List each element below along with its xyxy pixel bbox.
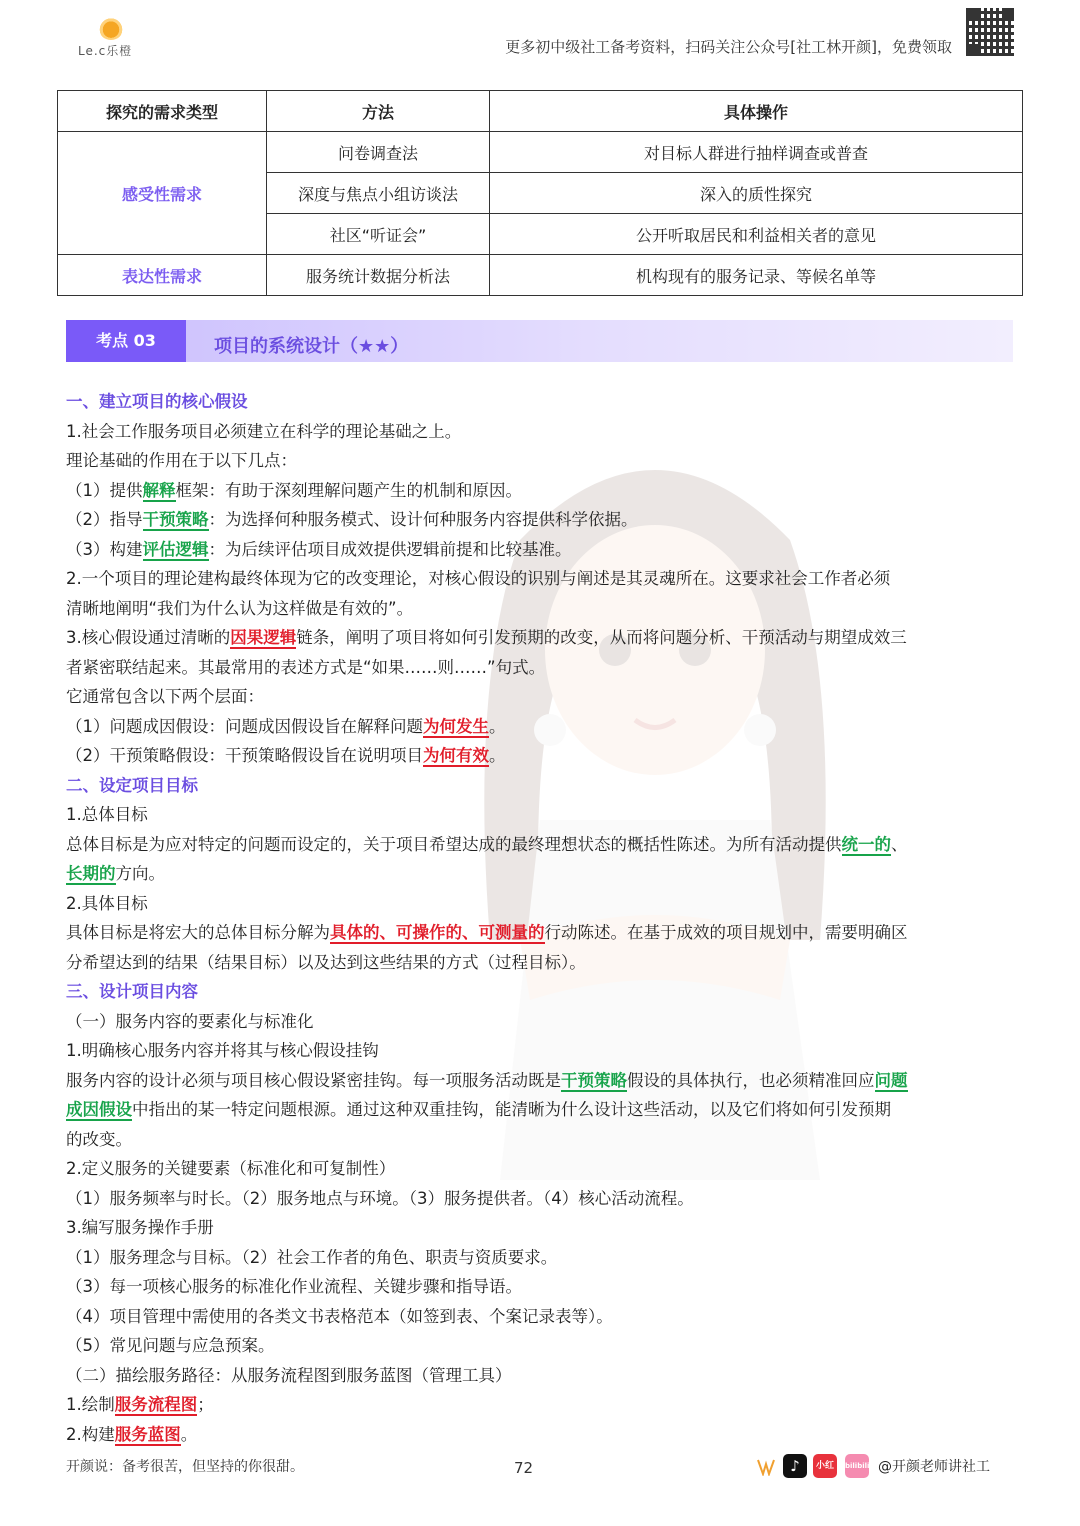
subheading: 2.具体目标 — [66, 894, 148, 913]
list-item: （1）提供解释框架：有助于深刻理解问题产生的机制和原因。 — [66, 481, 522, 500]
keyword-highlight: 为何发生 — [423, 717, 489, 736]
table-row — [58, 132, 1023, 173]
author-handle: @开颜老师讲社工 — [878, 1459, 990, 1475]
keyword-highlight: 干预策略 — [142, 510, 209, 529]
xiaohongshu-icon[interactable]: 小红书 — [813, 1454, 837, 1478]
list-item: 2.构建服务蓝图。 — [66, 1425, 198, 1444]
heading-project-goals: 二、设定项目目标 — [66, 776, 198, 795]
paragraph: 的改变。 — [66, 1130, 132, 1149]
method-cell: 深度与焦点小组访谈法 — [267, 173, 490, 214]
keyword-highlight: 具体的、可操作的、可测量的 — [330, 923, 545, 942]
category-cell: 表达性需求 — [58, 255, 267, 296]
lecheng-logo — [78, 14, 148, 58]
paragraph: 成因假设中指出的某一特定问题根源。通过这种双重挂钩，能清晰为什么设计这些活动，以及它们将如何引发预期 — [66, 1100, 891, 1119]
keyword-highlight: 因果逻辑 — [230, 628, 297, 647]
tiktok-icon[interactable]: ♪ — [783, 1454, 807, 1478]
bilibili-icon[interactable]: bilibili — [845, 1454, 869, 1478]
list-item: （2）指导干预策略：为选择何种服务模式、设计何种服务内容提供科学依据。 — [66, 510, 638, 529]
keyword-highlight: 长期的 — [66, 864, 116, 883]
subheading: 2.定义服务的关键要素（标准化和可复制性） — [66, 1159, 396, 1178]
operation-cell: 深入的质性探究 — [490, 173, 1023, 214]
paragraph: 具体目标是将宏大的总体目标分解为具体的、可操作的、可测量的行动陈述。在基于成效的项目规划中，需要明确区 — [66, 923, 908, 942]
list-item: （1）服务理念与目标。（2）社会工作者的角色、职责与资质要求。 — [66, 1248, 558, 1267]
paragraph: 服务内容的设计必须与项目核心假设紧密挂钩。每一项服务活动既是干预策略假设的具体执行，也必须精准回应问题 — [66, 1071, 908, 1090]
paragraph: 3.核心假设通过清晰的因果逻辑链条，阐明了项目将如何引发预期的改变，从而将问题分析、干预活动与期望成效三 — [66, 628, 907, 647]
subheading: 1.明确核心服务内容并将其与核心假设挂钩 — [66, 1041, 379, 1060]
page-number: 72 — [514, 1459, 534, 1477]
paragraph: 总体目标是为应对特定的问题而设定的，关于项目希望达成的最终理想状态的概括性陈述。为所有活动提供统一的、 — [66, 835, 908, 854]
method-cell: 服务统计数据分析法 — [267, 255, 490, 296]
operation-cell: 机构现有的服务记录、等候名单等 — [490, 255, 1023, 296]
keyword-highlight: 服务蓝图 — [114, 1425, 181, 1444]
keyword-highlight: 评估逻辑 — [142, 540, 209, 559]
keyword-highlight: 解释 — [142, 481, 176, 500]
paragraph: 理论基础的作用在于以下几点： — [66, 451, 297, 470]
column-header: 探究的需求类型 — [58, 91, 267, 132]
operation-cell: 公开听取居民和利益相关者的意见 — [490, 214, 1023, 255]
needs-method-table — [57, 90, 1023, 296]
subheading: 3.编写服务操作手册 — [66, 1218, 214, 1237]
section-banner — [66, 320, 1013, 362]
paragraph: 它通常包含以下两个层面： — [66, 687, 264, 706]
logo-text: Le.c乐橙 — [78, 44, 133, 58]
keyword-highlight: 问题 — [874, 1071, 908, 1090]
list-item: （3）构建评估逻辑：为后续评估项目成效提供逻辑前提和比较基准。 — [66, 540, 572, 559]
keyword-highlight: 统一的 — [841, 835, 891, 854]
method-cell: 问卷调查法 — [267, 132, 490, 173]
header-note: 更多初中级社工备考资料，扫码关注公众号[社工林开颜]，免费领取 — [505, 38, 952, 56]
wechat-icon[interactable] — [756, 1458, 776, 1476]
table-header-row — [58, 91, 1023, 132]
qr-code-icon[interactable] — [966, 8, 1014, 56]
subheading: （二）描绘服务路径：从服务流程图到服务蓝图（管理工具） — [66, 1366, 512, 1385]
column-header: 具体操作 — [490, 91, 1023, 132]
paragraph: 2.一个项目的理论建构最终体现为它的改变理论，对核心假设的识别与阐述是其灵魂所在。这要求社会工作者必须 — [66, 569, 891, 588]
section-title: 项目的系统设计（★★） — [214, 336, 409, 357]
table-row — [58, 255, 1023, 296]
sun-logo-icon — [98, 14, 124, 40]
list-item: （5）常见问题与应急预案。 — [66, 1336, 275, 1355]
list-item: （3）每一项核心服务的标准化作业流程、关键步骤和指导语。 — [66, 1277, 522, 1296]
subheading: 1.总体目标 — [66, 805, 148, 824]
method-cell: 社区“听证会” — [267, 214, 490, 255]
paragraph: 1.社会工作服务项目必须建立在科学的理论基础之上。 — [66, 422, 462, 441]
list-item: （4）项目管理中需使用的各类文书表格范本（如签到表、个案记录表等）。 — [66, 1307, 613, 1326]
section-tag: 考点 03 — [66, 320, 186, 362]
column-header: 方法 — [267, 91, 490, 132]
list-item: （1）问题成因假设：问题成因假设旨在解释问题为何发生。 — [66, 717, 506, 736]
keyword-highlight: 成因假设 — [66, 1100, 132, 1119]
paragraph: 清晰地阐明“我们为什么认为这样做是有效的”。 — [66, 599, 414, 618]
heading-project-content: 三、设计项目内容 — [66, 982, 198, 1001]
heading-core-hypothesis: 一、建立项目的核心假设 — [66, 392, 248, 411]
list-item: 1.绘制服务流程图； — [66, 1395, 214, 1414]
keyword-highlight: 服务流程图 — [114, 1395, 198, 1414]
list-item: （1）服务频率与时长。（2）服务地点与环境。（3）服务提供者。（4）核心活动流程。 — [66, 1189, 694, 1208]
paragraph: 分希望达到的结果（结果目标）以及达到这些结果的方式（过程目标）。 — [66, 953, 586, 972]
keyword-highlight: 为何有效 — [423, 746, 489, 765]
footer-motto: 开颜说：备考很苦，但坚持的你很甜。 — [66, 1459, 304, 1475]
subheading: （一）服务内容的要素化与标准化 — [66, 1012, 314, 1031]
list-item: （2）干预策略假设：干预策略假设旨在说明项目为何有效。 — [66, 746, 506, 765]
operation-cell: 对目标人群进行抽样调查或普查 — [490, 132, 1023, 173]
paragraph: 长期的方向。 — [66, 864, 165, 883]
keyword-highlight: 干预策略 — [561, 1071, 627, 1090]
paragraph: 者紧密联结起来。其最常用的表述方式是“如果……则……”句式。 — [66, 658, 546, 677]
category-cell: 感受性需求 — [58, 132, 267, 255]
